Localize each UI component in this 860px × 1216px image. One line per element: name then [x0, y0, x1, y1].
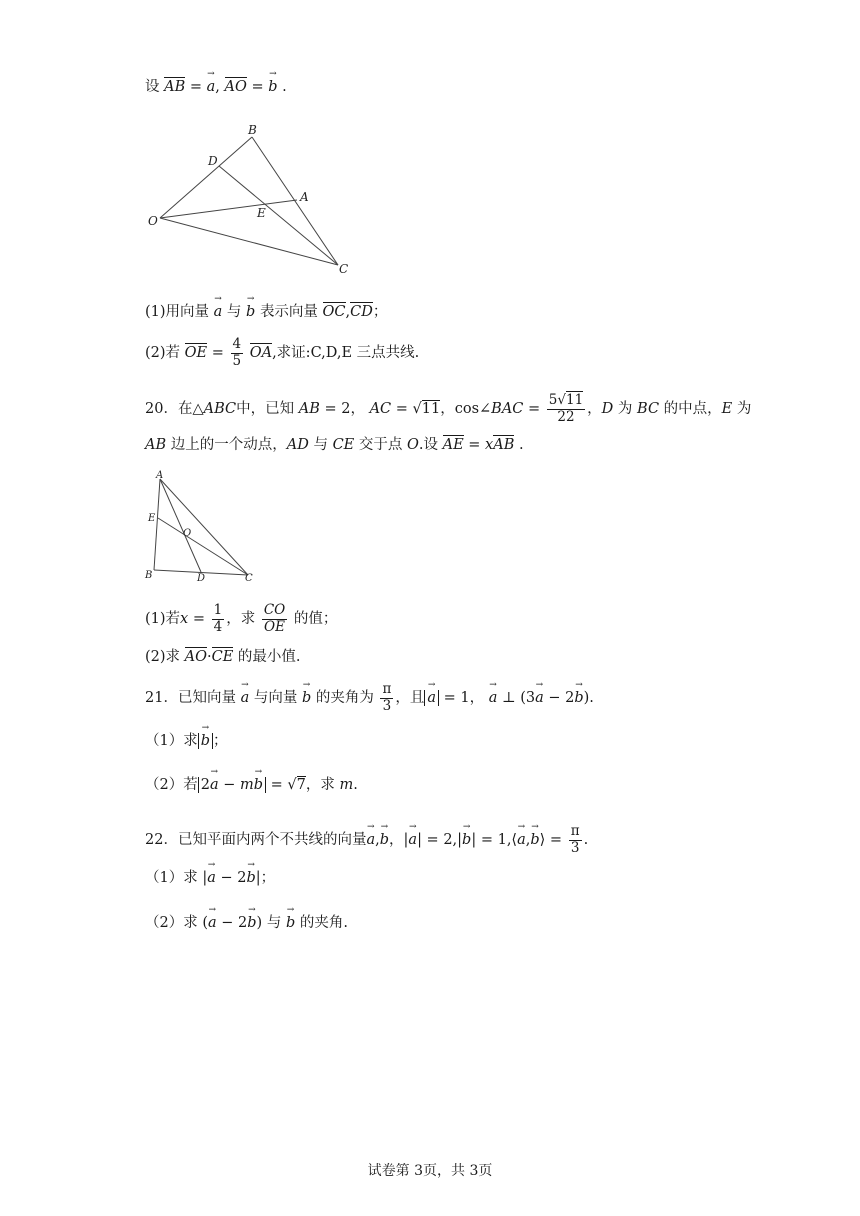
- q20-part2: [145, 650, 301, 665]
- text: 交于点: [358, 437, 403, 453]
- text: 与向量: [253, 690, 298, 706]
- text: 21．已知向量: [145, 690, 236, 706]
- numerator: 1: [213, 602, 223, 618]
- text: − 2: [221, 915, 248, 931]
- text: 的最小值.: [237, 649, 301, 665]
- text: 11: [565, 392, 584, 408]
- text: − 2: [548, 690, 575, 706]
- vector-AO: AO: [224, 79, 247, 95]
- vector-b: → b: [246, 305, 255, 320]
- text: ).: [583, 690, 594, 706]
- q22-part2: [145, 916, 348, 931]
- label-C: C: [245, 573, 253, 584]
- figure-1-triangle: [140, 115, 370, 285]
- text: 与: [313, 437, 328, 453]
- text: （2）求 (: [145, 915, 208, 931]
- text: =: [528, 401, 541, 417]
- text: D: [601, 401, 614, 417]
- text: (2)若: [145, 345, 181, 361]
- text: .设: [418, 437, 438, 453]
- text: ·: [207, 649, 212, 665]
- abs-a: [424, 690, 439, 706]
- text: ，: [587, 401, 602, 417]
- vector-a: → a: [427, 691, 436, 706]
- vector-CE: CE: [211, 649, 234, 665]
- vector-b: → b: [286, 916, 295, 931]
- text: (3: [520, 690, 536, 706]
- vector-b: → b: [247, 916, 256, 931]
- vector-OC: OC: [322, 304, 346, 320]
- text: =: [192, 611, 205, 627]
- text: = 1，: [443, 690, 485, 706]
- sqrt-7: 7: [296, 777, 306, 793]
- text: =: [211, 345, 224, 361]
- numerator: π: [570, 823, 580, 839]
- text: ，求: [305, 777, 335, 793]
- vector-b: → b: [201, 734, 210, 749]
- text: −: [223, 777, 236, 793]
- text: E: [721, 401, 733, 417]
- intro-line: [145, 80, 287, 95]
- numerator: CO: [263, 602, 286, 618]
- vector-AE: AE: [442, 437, 464, 453]
- text: AB: [145, 437, 167, 453]
- text: | = 2,|: [417, 832, 463, 848]
- vector-b: → b: [268, 80, 277, 95]
- text: AB: [298, 401, 320, 417]
- text: 为: [736, 401, 752, 417]
- text: =: [468, 437, 481, 453]
- label-C: C: [339, 262, 349, 276]
- text: 5: [548, 392, 558, 408]
- text: ，|: [389, 832, 409, 848]
- text: ；: [372, 304, 388, 320]
- vector-a: → a: [517, 833, 526, 848]
- abs-expression: [198, 777, 266, 793]
- text: =: [395, 401, 408, 417]
- denominator: 3: [382, 697, 392, 714]
- vector-b: → b: [530, 833, 539, 848]
- denominator: OE: [264, 618, 285, 635]
- q20-line1: 20．在△ABC中，已知 AB = 2， AC = √11，cos∠BAC = $\frac{5√11}{22}$ ，D 为 BC 的中点，E 为: [145, 392, 752, 425]
- label-E: E: [257, 206, 266, 220]
- vector-a: → a: [241, 691, 250, 706]
- text: | = 1,⟨: [471, 832, 518, 848]
- vector-OA: OA: [249, 345, 273, 361]
- text: (1)用向量: [145, 304, 210, 320]
- text: ⊥: [501, 690, 516, 706]
- text: BC: [637, 401, 660, 417]
- text: (1)若: [145, 611, 181, 627]
- figure-2-triangle: [140, 468, 270, 588]
- label-B: B: [145, 570, 153, 581]
- text: − 2: [220, 870, 247, 886]
- text: ，求: [226, 611, 256, 627]
- q20-line2: [145, 438, 524, 453]
- vector-a: → a: [366, 833, 375, 848]
- text: ,求证:C,D,E 三点共线.: [272, 345, 420, 361]
- fraction-CO-OE: [262, 604, 287, 634]
- vector-a: → a: [408, 833, 417, 848]
- vector-b: → b: [462, 833, 471, 848]
- text: =: [270, 777, 283, 793]
- text: ，cos∠: [440, 401, 492, 417]
- text: (2)求: [145, 649, 181, 665]
- text: 与: [266, 915, 282, 931]
- numerator: 4: [232, 336, 242, 352]
- text: .: [583, 832, 589, 848]
- text: ，且: [395, 690, 425, 706]
- label-B: B: [248, 123, 257, 137]
- numerator: π: [382, 681, 392, 697]
- denominator: 5: [232, 352, 242, 369]
- vector-b: → b: [254, 778, 263, 793]
- label-D: D: [208, 154, 218, 168]
- vector-a: → a: [489, 691, 498, 706]
- text: x: [180, 611, 189, 627]
- text: CE: [332, 437, 355, 453]
- text: ,: [215, 79, 220, 95]
- text: 22．已知平面内两个不共线的向量: [145, 832, 367, 848]
- text: （1）求: [145, 733, 198, 749]
- text: O: [406, 437, 419, 453]
- text: .: [518, 437, 524, 453]
- text: 的值；: [293, 611, 338, 627]
- text: 与: [226, 304, 242, 320]
- label-O: O: [183, 528, 192, 539]
- q21-part2: （2）若 2→ a − m→ b = √7，求 m.: [145, 778, 358, 793]
- text: =: [189, 79, 203, 95]
- vector-b: → b: [380, 833, 389, 848]
- text: AD: [286, 437, 309, 453]
- text: （2）若: [145, 777, 198, 793]
- fraction-pi-3: [380, 683, 393, 713]
- text: 中，已知: [236, 401, 295, 417]
- text: ABC: [203, 401, 237, 417]
- text: =: [251, 79, 264, 95]
- vector-CD: CD: [350, 304, 373, 320]
- text: |；: [255, 870, 276, 886]
- label-A: A: [300, 190, 309, 204]
- vector-a: → a: [214, 305, 223, 320]
- denominator: 22: [557, 408, 575, 425]
- page-footer: 试卷第 3页，共 3页: [367, 1163, 493, 1179]
- label-O: O: [148, 214, 158, 228]
- vector-a: → a: [207, 871, 216, 886]
- text: m: [240, 777, 254, 793]
- vector-a: → a: [535, 691, 544, 706]
- sqrt-11: 11: [421, 401, 441, 417]
- text: ,: [375, 832, 380, 848]
- vector-AB: AB: [493, 437, 515, 453]
- label-E: E: [148, 513, 156, 524]
- q22-line1: [145, 825, 588, 855]
- text: .: [282, 79, 287, 95]
- q21-part1: [145, 734, 228, 749]
- text: BAC: [491, 401, 524, 417]
- vector-a: → a: [208, 916, 217, 931]
- vector-b: → b: [246, 871, 255, 886]
- text: 的中点，: [663, 401, 722, 417]
- q22-part1: [145, 871, 275, 886]
- vector-AB: AB: [164, 79, 186, 95]
- text: 的夹角.: [299, 915, 348, 931]
- text: ⟩ =: [539, 832, 563, 848]
- text: 为: [617, 401, 633, 417]
- label-A: A: [156, 470, 164, 481]
- text: 设: [145, 79, 160, 95]
- text: = 2，: [324, 401, 365, 417]
- vector-a: → a: [210, 778, 219, 793]
- text: m: [339, 777, 354, 793]
- vector-OE: OE: [184, 345, 208, 361]
- text: ；: [213, 733, 228, 749]
- fraction-5sqrt11-22: [547, 394, 585, 424]
- text: ,: [345, 304, 351, 320]
- denominator: 4: [213, 618, 223, 635]
- label-D: D: [197, 573, 206, 584]
- text: ,: [525, 832, 531, 848]
- text: ): [256, 915, 263, 931]
- text: 20．在△: [145, 401, 204, 417]
- text: 2: [200, 777, 210, 793]
- fraction-4-5: [231, 338, 244, 368]
- q19-part1: [145, 305, 387, 320]
- text: .: [353, 777, 358, 793]
- text: 的夹角为: [315, 690, 374, 706]
- text: 边上的一个动点，: [170, 437, 287, 453]
- vector-b: → b: [574, 691, 583, 706]
- numerator: 5√11: [548, 392, 584, 408]
- q21-line1: [145, 683, 594, 713]
- text: （1）求 |: [145, 870, 208, 886]
- vector-AO: AO: [184, 649, 208, 665]
- vector-a: → a: [207, 80, 216, 95]
- text: 表示向量: [259, 304, 318, 320]
- q20-part1: [145, 604, 337, 634]
- q19-part2: [145, 338, 419, 368]
- text: AC: [369, 401, 392, 417]
- vector-b: → b: [302, 691, 311, 706]
- denominator: 3: [570, 839, 580, 856]
- abs-b: [198, 733, 213, 749]
- text: x: [485, 437, 494, 453]
- fraction-1-4: [212, 604, 225, 634]
- fraction-pi-3: [569, 825, 582, 855]
